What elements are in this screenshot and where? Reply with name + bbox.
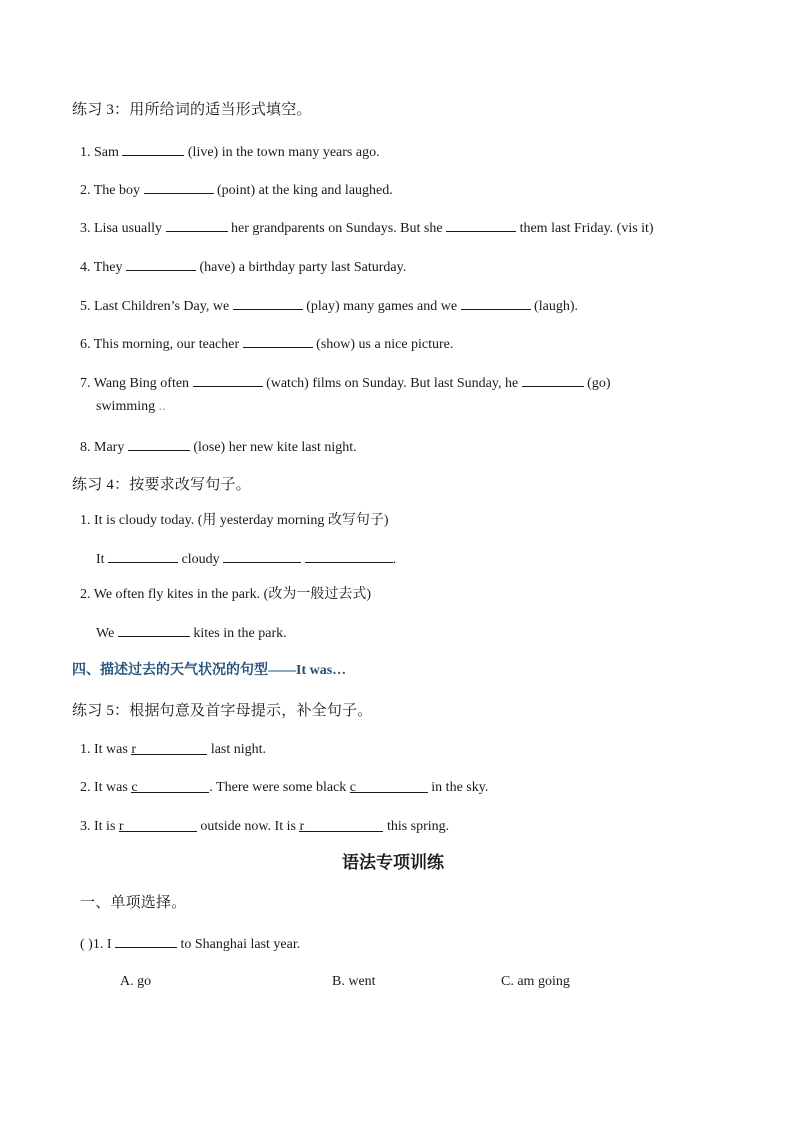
- grammar-title: 语法专项训练: [342, 853, 444, 872]
- ex3-item-4: 4. They (have) a birthday party last Saturday.: [80, 257, 406, 277]
- ex3-item-8: 8. Mary (lose) her new kite last night.: [80, 437, 357, 457]
- ex4-item-1-answer: It cloudy .: [96, 549, 396, 569]
- answer-blank[interactable]: c: [131, 779, 209, 793]
- answer-blank[interactable]: [126, 257, 196, 271]
- ex3-item-3: 3. Lisa usually her grandparents on Sundays. But she them last Friday. (vis it): [80, 218, 654, 238]
- answer-blank[interactable]: [128, 437, 190, 451]
- answer-blank[interactable]: [223, 549, 301, 563]
- ex3-item-2: 2. The boy (point) at the king and laughed.: [80, 180, 393, 200]
- ex3-item-7: 7. Wang Bing often (watch) films on Sunday. But last Sunday, he (go): [80, 373, 611, 393]
- ex3-item-5: 5. Last Children’s Day, we (play) many games and we (laugh).: [80, 296, 578, 316]
- answer-blank[interactable]: c: [350, 779, 428, 793]
- answer-blank[interactable]: r: [119, 818, 197, 832]
- answer-paren[interactable]: ( ): [80, 937, 93, 952]
- answer-blank[interactable]: r: [131, 741, 207, 755]
- ex4-heading: 练习 4：按要求改写句子。: [72, 477, 251, 493]
- mark: ..: [158, 399, 166, 414]
- ex3-item-7-continued: swimming ..: [96, 399, 166, 414]
- ex4-item-1-question: 1. It is cloudy today. (用 yesterday morning 改写句子): [80, 513, 389, 528]
- answer-blank[interactable]: [122, 142, 184, 156]
- ex5-item-1: 1. It was r last night.: [80, 742, 267, 757]
- ex3-item-1: 1. Sam (live) in the town many years ago.: [80, 142, 380, 162]
- answer-blank[interactable]: [115, 934, 177, 948]
- ex4-item-2-question: 2. We often fly kites in the park. (改为一般过去式): [80, 587, 372, 602]
- section-4-title: 四、描述过去的天气状况的句型——It was…: [72, 663, 347, 678]
- answer-blank[interactable]: r: [299, 818, 383, 832]
- ex5-item-2: 2. It was c . There were some black c in the sky.: [80, 780, 489, 795]
- answer-blank[interactable]: [243, 334, 313, 348]
- option-c[interactable]: C. am going: [501, 974, 570, 989]
- option-b[interactable]: B. went: [332, 974, 376, 989]
- answer-blank[interactable]: [461, 296, 531, 310]
- answer-blank[interactable]: [305, 549, 393, 563]
- ex3-item-6: 6. This morning, our teacher (show) us a nice picture.: [80, 334, 453, 354]
- grammar-question-1: ( )1. I to Shanghai last year.: [80, 934, 300, 954]
- answer-blank[interactable]: [118, 623, 190, 637]
- answer-blank[interactable]: [144, 180, 214, 194]
- answer-blank[interactable]: [193, 373, 263, 387]
- option-a[interactable]: A. go: [120, 974, 152, 989]
- ex3-heading: 练习 3：用所给词的适当形式填空。: [72, 102, 312, 118]
- part-1-heading: 一、单项选择。: [80, 895, 187, 911]
- answer-blank[interactable]: [166, 218, 228, 232]
- answer-blank[interactable]: [446, 218, 516, 232]
- answer-blank[interactable]: [522, 373, 584, 387]
- answer-blank[interactable]: [233, 296, 303, 310]
- ex4-item-2-answer: We kites in the park.: [96, 623, 287, 643]
- ex5-item-3: 3. It is r outside now. It is r this spring.: [80, 819, 450, 834]
- answer-blank[interactable]: [108, 549, 178, 563]
- ex5-heading: 练习 5：根据句意及首字母提示，补全句子。: [72, 703, 373, 719]
